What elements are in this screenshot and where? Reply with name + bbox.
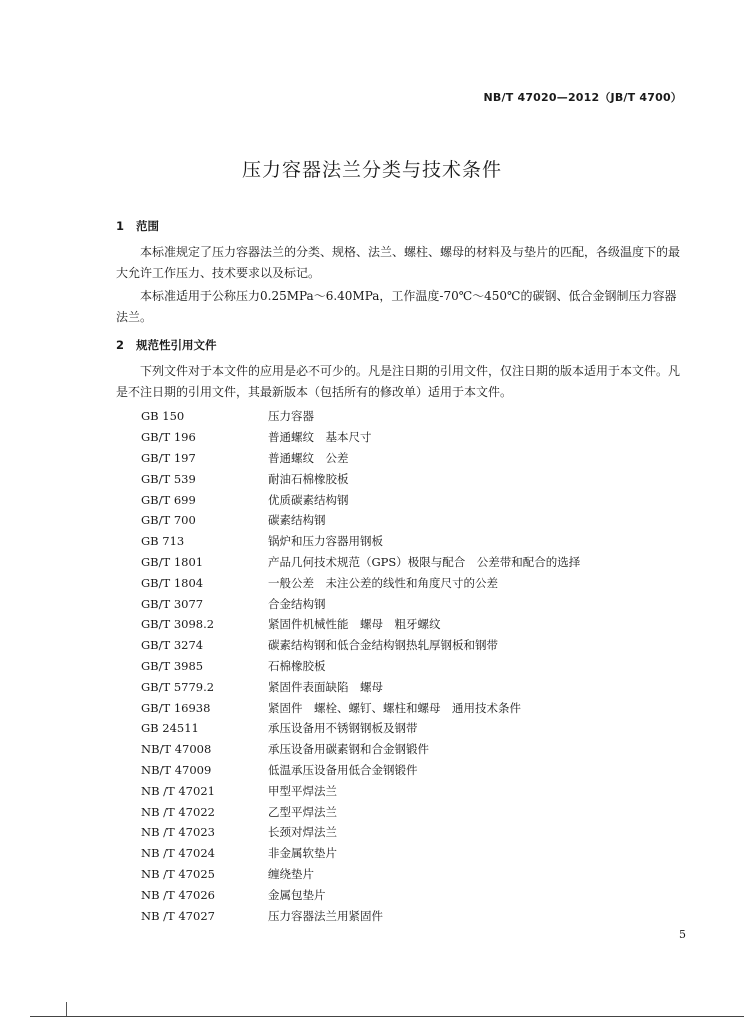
section-2-heading: [116, 337, 217, 353]
reference-title: 低温承压设备用低合金钢锻件: [268, 762, 418, 777]
reference-row: [141, 572, 580, 593]
reference-row: [141, 656, 580, 677]
reference-row: [141, 905, 580, 926]
reference-code: NB /T 47021: [141, 783, 215, 798]
reference-code: NB/T 47009: [141, 762, 212, 777]
reference-row: [141, 406, 580, 427]
reference-row: [141, 614, 580, 635]
reference-code: GB/T 3274: [141, 638, 204, 653]
reference-title: 乙型平焊法兰: [268, 804, 337, 819]
reference-row: [141, 468, 580, 489]
reference-code: GB/T 3077: [141, 596, 204, 611]
reference-code: GB/T 5779.2: [141, 679, 215, 694]
reference-row: [141, 801, 580, 822]
reference-row: [141, 822, 580, 843]
reference-code: NB /T 47025: [141, 866, 215, 881]
reference-row: [141, 552, 580, 573]
bottom-rule: [30, 1016, 744, 1017]
reference-code: NB /T 47022: [141, 804, 215, 819]
section-1-paragraph-1: 本标准规定了压力容器法兰的分类、规格、法兰、螺柱、螺母的材料及与垫片的匹配，各级温度下的最大允许工作压力、技术要求以及标记。: [116, 245, 681, 280]
reference-title: 缠绕垫片: [268, 866, 314, 881]
reference-code: GB/T 3098.2: [141, 617, 215, 632]
reference-code: NB /T 47024: [141, 846, 215, 861]
reference-code: GB/T 699: [141, 492, 196, 507]
reference-code: GB/T 700: [141, 513, 196, 528]
reference-code: GB 150: [141, 409, 185, 424]
reference-title: 锅炉和压力容器用钢板: [268, 534, 383, 549]
reference-row: [141, 676, 580, 697]
reference-row: [141, 531, 580, 552]
reference-code: NB /T 47023: [141, 825, 215, 840]
reference-row: [141, 510, 580, 531]
reference-code: GB/T 197: [141, 450, 196, 465]
reference-code: GB 713: [141, 534, 185, 549]
reference-row: [141, 884, 580, 905]
reference-row: [141, 448, 580, 469]
section-2-intro: 下列文件对于本文件的应用是必不可少的。凡是注日期的引用文件，仅注日期的版本适用于本文件。凡是不注日期的引用文件，其最新版本（包括所有的修改单）适用于本文件。: [116, 364, 681, 399]
reference-title: 耐油石棉橡胶板: [268, 471, 349, 486]
page-number: 5: [679, 928, 686, 941]
standard-code-header: NB/T 47020—2012（JB/T 4700）: [483, 91, 682, 104]
reference-title: 普通螺纹 公差: [268, 450, 349, 465]
reference-row: [141, 697, 580, 718]
reference-title: 压力容器: [268, 409, 314, 424]
reference-code: GB 24511: [141, 721, 199, 736]
reference-code: GB/T 196: [141, 430, 196, 445]
reference-row: [141, 635, 580, 656]
reference-code: GB/T 539: [141, 471, 196, 486]
reference-title: 碳素结构钢: [268, 513, 326, 528]
reference-title: 承压设备用碳素钢和合金钢锻件: [268, 742, 429, 757]
scan-mark: [66, 1002, 67, 1016]
reference-code: GB/T 16938: [141, 700, 211, 715]
reference-title: 承压设备用不锈钢钢板及钢带: [268, 721, 418, 736]
document-title: 压力容器法兰分类与技术条件: [241, 159, 502, 181]
reference-title: 产品几何技术规范（GPS）极限与配合 公差带和配合的选择: [268, 554, 581, 569]
reference-code: GB/T 1801: [141, 554, 204, 569]
reference-row: [141, 780, 580, 801]
reference-title: 一般公差 未注公差的线性和角度尺寸的公差: [268, 575, 498, 590]
reference-code: GB/T 1804: [141, 575, 204, 590]
reference-title: 压力容器法兰用紧固件: [268, 908, 383, 923]
reference-title: 金属包垫片: [268, 887, 326, 902]
reference-title: 石棉橡胶板: [268, 658, 326, 673]
section-2-title: 规范性引用文件: [136, 338, 217, 352]
reference-code: NB /T 47027: [141, 908, 215, 923]
reference-row: [141, 593, 580, 614]
section-1-paragraph-2: 本标准适用于公称压力0.25MPa～6.40MPa，工作温度-70℃～450℃的碳钢、低合金钢制压力容器法兰。: [116, 289, 677, 324]
reference-title: 碳素结构钢和低合金结构钢热轧厚钢板和钢带: [268, 638, 498, 653]
reference-row: [141, 427, 580, 448]
reference-row: [141, 739, 580, 760]
reference-title: 优质碳素结构钢: [268, 492, 349, 507]
reference-title: 甲型平焊法兰: [268, 783, 337, 798]
reference-title: 紧固件表面缺陷 螺母: [268, 679, 383, 694]
reference-row: [141, 843, 580, 864]
reference-title: 紧固件 螺栓、螺钉、螺柱和螺母 通用技术条件: [268, 700, 521, 715]
reference-row: [141, 760, 580, 781]
reference-title: 合金结构钢: [268, 596, 326, 611]
reference-title: 紧固件机械性能 螺母 粗牙螺纹: [268, 617, 441, 632]
reference-row: [141, 718, 580, 739]
reference-row: [141, 864, 580, 885]
reference-list: [141, 406, 580, 926]
reference-code: GB/T 3985: [141, 658, 204, 673]
section-1-heading: [116, 218, 159, 234]
section-1-number: 1: [116, 219, 125, 233]
reference-code: NB /T 47026: [141, 887, 215, 902]
section-1-title: 范围: [136, 219, 159, 233]
section-2-number: 2: [116, 338, 125, 352]
reference-title: 长颈对焊法兰: [268, 825, 337, 840]
reference-title: 非金属软垫片: [268, 846, 337, 861]
reference-row: [141, 489, 580, 510]
reference-title: 普通螺纹 基本尺寸: [268, 430, 372, 445]
reference-code: NB/T 47008: [141, 742, 212, 757]
